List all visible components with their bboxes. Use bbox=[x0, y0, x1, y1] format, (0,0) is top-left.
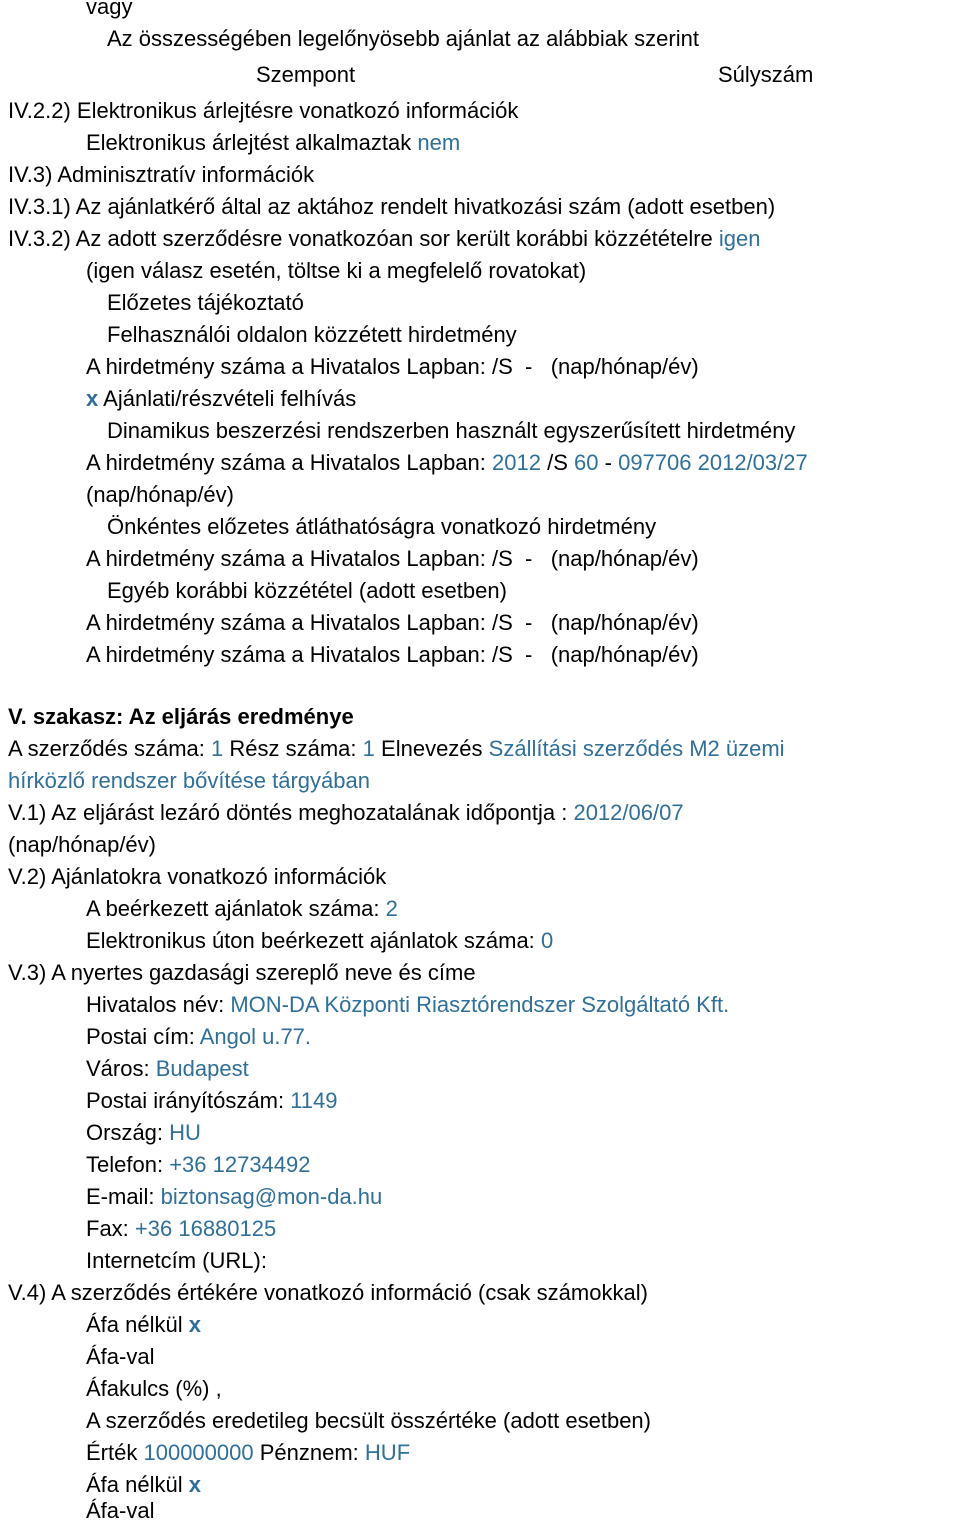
official-name-label: Hivatalos név: bbox=[86, 992, 225, 1017]
vagy-text: vagy bbox=[86, 0, 133, 19]
section-v-title: V. szakasz: Az eljárás eredménye bbox=[8, 704, 354, 729]
electronic-auction-label: Elektronikus árlejtést alkalmaztak bbox=[86, 130, 412, 155]
vat-rate-row bbox=[86, 1376, 222, 1402]
notice-number-label: A hirdetmény száma a Hivatalos Lapban: bbox=[86, 546, 486, 571]
date-format-label: (nap/hónap/év) bbox=[86, 482, 234, 507]
section-iv31-ref: IV.3.1) Az ajánlatkérő által az aktához rendelt hivatkozási szám (adott esetben) bbox=[8, 194, 776, 219]
contract-notice-label: Ajánlati/részvételi felhívás bbox=[103, 386, 357, 411]
date-format-label: (nap/hónap/év) bbox=[550, 610, 699, 635]
with-vat-label-1: Áfa-val bbox=[86, 1344, 155, 1369]
received-offers-row bbox=[86, 896, 398, 922]
vat-rate-comma: , bbox=[215, 1376, 222, 1401]
electronic-auction-value: nem bbox=[417, 130, 461, 155]
value-amount: 100000000 bbox=[143, 1440, 254, 1465]
notice-dash: - bbox=[525, 610, 533, 635]
currency-label: Pénznem: bbox=[259, 1440, 359, 1465]
with-vat-label-2: Áfa-val bbox=[86, 1498, 155, 1523]
contract-number-value: 1 bbox=[211, 736, 224, 761]
notice-number-row-4 bbox=[86, 610, 699, 636]
date-format-label: (nap/hónap/év) bbox=[550, 354, 699, 379]
section-v3-title: V.3) A nyertes gazdasági szereplő neve és címe bbox=[8, 960, 476, 985]
without-vat-label: Áfa nélkül bbox=[86, 1472, 183, 1497]
fax-row bbox=[86, 1216, 276, 1242]
zip-row bbox=[86, 1088, 338, 1114]
contract-name-label: Elnevezés bbox=[381, 736, 483, 761]
notice-s-label: /S bbox=[492, 610, 513, 635]
electronic-offers-label: Elektronikus úton beérkezett ajánlatok száma: bbox=[86, 928, 535, 953]
section-v2-title: V.2) Ajánlatokra vonatkozó információk bbox=[8, 864, 387, 889]
country-value: HU bbox=[169, 1120, 201, 1145]
selected-x-mark: x bbox=[188, 1312, 201, 1337]
notice-dash: - bbox=[525, 642, 533, 667]
notice-s-number-value: 60 bbox=[574, 450, 599, 475]
postal-address-value: Angol u.77. bbox=[199, 1024, 312, 1049]
decision-date-value: 2012/06/07 bbox=[573, 800, 684, 825]
notice-s-label: /S bbox=[547, 450, 568, 475]
without-vat-label: Áfa nélkül bbox=[86, 1312, 183, 1337]
notice-year-value: 2012 bbox=[492, 450, 541, 475]
dynamic-purchasing-option: Dinamikus beszerzési rendszerben használt egyszerűsített hirdetmény bbox=[107, 418, 796, 443]
contract-notice-option bbox=[86, 386, 356, 412]
section-v4-title: V.4) A szerződés értékére vonatkozó információ (csak számokkal) bbox=[8, 1280, 648, 1305]
received-offers-label: A beérkezett ajánlatok száma: bbox=[86, 896, 380, 921]
fax-value: +36 16880125 bbox=[134, 1216, 277, 1241]
notice-number-label: A hirdetmény száma a Hivatalos Lapban: bbox=[86, 354, 486, 379]
fax-label: Fax: bbox=[86, 1216, 129, 1241]
notice-number-label: A hirdetmény száma a Hivatalos Lapban: bbox=[86, 610, 486, 635]
zip-label: Postai irányítószám: bbox=[86, 1088, 285, 1113]
notice-dash: - bbox=[525, 546, 533, 571]
criteria-text: Az összességében legelőnyösebb ajánlat az alábbiak szerint bbox=[107, 26, 699, 51]
previous-publication-label: IV.3.2) Az adott szerződésre vonatkozóan sor került korábbi közzétételre bbox=[8, 226, 713, 251]
section-iv3-title: IV.3) Adminisztratív információk bbox=[8, 162, 315, 187]
decision-date-label: V.1) Az eljárást lezáró döntés meghozatalának időpontja : bbox=[8, 800, 568, 825]
email-row bbox=[86, 1184, 382, 1210]
url-label: Internetcím (URL): bbox=[86, 1248, 267, 1273]
estimated-value-label: A szerződés eredetileg becsült összértéke (adott esetben) bbox=[86, 1408, 651, 1433]
without-vat-row-2 bbox=[86, 1472, 201, 1498]
section-v1-row bbox=[8, 800, 684, 826]
phone-row bbox=[86, 1152, 311, 1178]
notice-dash: - bbox=[525, 354, 533, 379]
sulyszam-header: Súlyszám bbox=[718, 62, 814, 87]
section-iv32-row bbox=[8, 226, 761, 252]
vat-rate-label: Áfakulcs (%) bbox=[86, 1376, 210, 1401]
buyer-profile-option: Felhasználói oldalon közzétett hirdetmény bbox=[107, 322, 517, 347]
date-format-label: (nap/hónap/év) bbox=[550, 546, 699, 571]
value-label: Érték bbox=[86, 1440, 138, 1465]
notice-s-label: /S bbox=[492, 642, 513, 667]
notice-number-value: 097706 bbox=[618, 450, 692, 475]
received-offers-value: 2 bbox=[385, 896, 398, 921]
official-name-row bbox=[86, 992, 729, 1018]
voluntary-transparency-option: Önkéntes előzetes átláthatóságra vonatkozó hirdetmény bbox=[107, 514, 657, 539]
zip-value: 1149 bbox=[290, 1088, 338, 1113]
notice-s-label: /S bbox=[492, 546, 513, 571]
contract-name-value-1: Szállítási szerződés M2 üzemi bbox=[488, 736, 785, 761]
electronic-auction-row bbox=[86, 130, 460, 156]
currency-value: HUF bbox=[364, 1440, 411, 1465]
date-format-label: (nap/hónap/év) bbox=[550, 642, 699, 667]
previous-publication-value: igen bbox=[718, 226, 761, 251]
notice-number-label: A hirdetmény száma a Hivatalos Lapban: bbox=[86, 450, 486, 475]
notice-number-row-2 bbox=[86, 450, 808, 476]
part-number-label: Rész száma: bbox=[229, 736, 357, 761]
other-publication-option: Egyéb korábbi közzététel (adott esetben) bbox=[107, 578, 507, 603]
selected-x-mark: x bbox=[188, 1472, 201, 1497]
notice-number-row-1 bbox=[86, 354, 699, 380]
date-format-label: (nap/hónap/év) bbox=[8, 832, 156, 857]
szempont-header: Szempont bbox=[256, 62, 356, 87]
selected-x-mark: x bbox=[86, 386, 99, 411]
without-vat-row-1 bbox=[86, 1312, 201, 1338]
fill-note: (igen válasz esetén, töltse ki a megfelelő rovatokat) bbox=[86, 258, 587, 283]
prior-information-option: Előzetes tájékoztató bbox=[107, 290, 304, 315]
notice-number-row-3 bbox=[86, 546, 699, 572]
country-label: Ország: bbox=[86, 1120, 164, 1145]
country-row bbox=[86, 1120, 201, 1146]
contract-info-row bbox=[8, 736, 785, 762]
city-row bbox=[86, 1056, 249, 1082]
phone-value: +36 12734492 bbox=[169, 1152, 311, 1177]
notice-number-label: A hirdetmény száma a Hivatalos Lapban: bbox=[86, 642, 486, 667]
section-iv22-title: IV.2.2) Elektronikus árlejtésre vonatkozó információk bbox=[8, 98, 519, 123]
email-value: biztonsag@mon-da.hu bbox=[160, 1184, 383, 1209]
official-name-value: MON-DA Központi Riasztórendszer Szolgáltató Kft. bbox=[230, 992, 730, 1017]
email-label: E-mail: bbox=[86, 1184, 155, 1209]
postal-address-label: Postai cím: bbox=[86, 1024, 195, 1049]
postal-address-row bbox=[86, 1024, 311, 1050]
value-row bbox=[86, 1440, 410, 1466]
notice-dash: - bbox=[604, 450, 612, 475]
contract-name-value-2: hírközlő rendszer bővítése tárgyában bbox=[8, 768, 370, 793]
electronic-offers-row bbox=[86, 928, 553, 954]
electronic-offers-value: 0 bbox=[540, 928, 554, 953]
notice-number-row-5 bbox=[86, 642, 699, 668]
city-label: Város: bbox=[86, 1056, 150, 1081]
city-value: Budapest bbox=[155, 1056, 249, 1081]
contract-number-label: A szerződés száma: bbox=[8, 736, 205, 761]
notice-date-value: 2012/03/27 bbox=[697, 450, 808, 475]
notice-s-label: /S bbox=[492, 354, 513, 379]
phone-label: Telefon: bbox=[86, 1152, 164, 1177]
part-number-value: 1 bbox=[362, 736, 375, 761]
